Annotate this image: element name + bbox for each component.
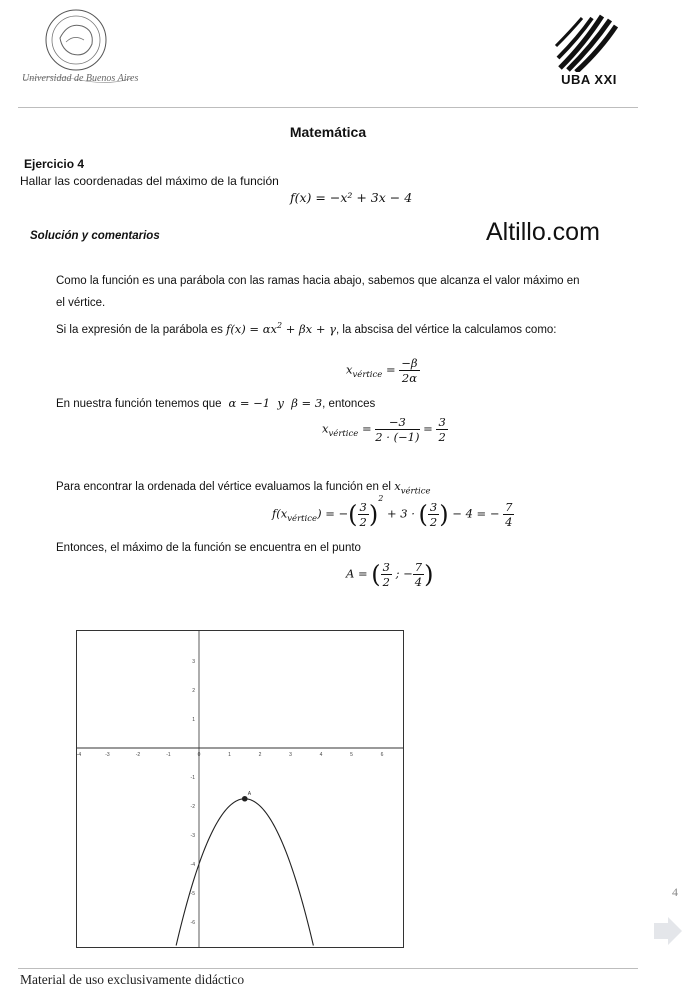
y-tick-label: -4 xyxy=(190,862,195,868)
header-divider xyxy=(18,107,638,108)
uba-xxi-logo xyxy=(554,14,624,94)
x-tick-label: -2 xyxy=(135,752,141,758)
uba-stripes-icon xyxy=(554,14,624,72)
paragraph-5-text: Para encontrar la ordenada del vértice evaluamos la función en el xyxy=(56,481,391,493)
y-tick-label: -1 xyxy=(190,775,195,781)
next-page-arrow-icon[interactable] xyxy=(654,917,682,945)
x-tick-label: -3 xyxy=(105,752,110,758)
footer-text: Material de uso exclusivamente didáctico xyxy=(20,972,245,987)
x-tick-label: 5 xyxy=(350,752,353,758)
footer-divider xyxy=(18,968,638,969)
y-tick-label: -2 xyxy=(190,804,195,810)
y-tick-label: 3 xyxy=(192,659,195,665)
x-vertex-symbol: $x_{vértice}$ xyxy=(394,479,431,497)
x-tick-label: -4 xyxy=(76,752,82,758)
page-number: 4 xyxy=(672,885,678,899)
x-tick-label: 2 xyxy=(258,752,262,758)
general-parabola-expression: $f(x) = \alpha x^2 + \beta x + \gamma$ xyxy=(226,321,336,336)
vertex-abscissa-formula: $x_{vértice}$ = $\frac{-\beta}{2\alpha}$ xyxy=(346,356,418,385)
y-tick-label: 1 xyxy=(192,717,195,723)
y-tick-label: -3 xyxy=(190,833,195,839)
paragraph-6: Entonces, el máximo de la función se encuentra en el punto xyxy=(56,542,361,554)
paragraph-3-end: , la abscisa del vértice la calculamos como: xyxy=(335,323,557,336)
coefficients-expression: α = −1 y β = 3 xyxy=(224,396,323,410)
x-tick-label: 6 xyxy=(380,752,384,758)
paragraph-1: Como la función es una parábola con las ramas hacia abajo, sabemos que alcanza el valor máximo en xyxy=(56,275,580,287)
parabola-graph xyxy=(76,630,404,948)
exercise-text: Hallar las coordenadas del máximo de la función xyxy=(20,174,279,188)
y-tick-label: -5 xyxy=(190,891,195,897)
university-caption: Universidad de Buenos Aires xyxy=(22,73,139,84)
x-tick-label: 1 xyxy=(228,752,231,758)
x-tick-label: -1 xyxy=(166,752,171,758)
paragraph-4-end: , entonces xyxy=(322,398,376,410)
x-tick-label: 0 xyxy=(197,752,201,758)
paragraph-2: el vértice. xyxy=(56,297,106,309)
graph-frame xyxy=(77,631,404,948)
paragraph-5 xyxy=(56,479,431,498)
vertex-label: A xyxy=(247,790,252,797)
paragraph-4 xyxy=(56,396,375,411)
maximum-point: A = ( $\frac{3}{2}$ ; − $\frac{7}{4}$ ) xyxy=(346,560,434,589)
solution-title: Solución y comentarios xyxy=(30,230,160,242)
paragraph-3-start: Si la expresión de la parábola es xyxy=(56,323,223,336)
vertex-point xyxy=(242,796,248,802)
watermark: Altillo.com xyxy=(486,218,600,246)
vertex-ordinate-formula: $f(x_{vértice})$ = −( $\frac{3}{2}$ )$^2$ + 3 · ( $\frac{3}{2}$ ) − 4 = − $\frac{7}{4}$ xyxy=(272,493,513,529)
exercise-title: Ejercicio 4 xyxy=(24,157,85,171)
vertex-abscissa-value: $x_{vértice}$ = $\frac{-3}{2 \cdot (-1)}$ = $\frac{3}{2}$ xyxy=(322,415,446,444)
function-expression: f(x) = −x² + 3x − 4 xyxy=(290,190,413,205)
uba-logo-text: UBA XXI xyxy=(561,72,617,87)
x-tick-label: 3 xyxy=(289,752,292,758)
page-title: Matemática xyxy=(289,124,367,140)
paragraph-4-start: En nuestra función tenemos que xyxy=(56,398,222,410)
y-tick-label: -6 xyxy=(190,920,195,926)
x-tick-label: 4 xyxy=(319,752,323,758)
paragraph-3 xyxy=(56,319,557,337)
y-tick-label: 2 xyxy=(192,688,195,694)
